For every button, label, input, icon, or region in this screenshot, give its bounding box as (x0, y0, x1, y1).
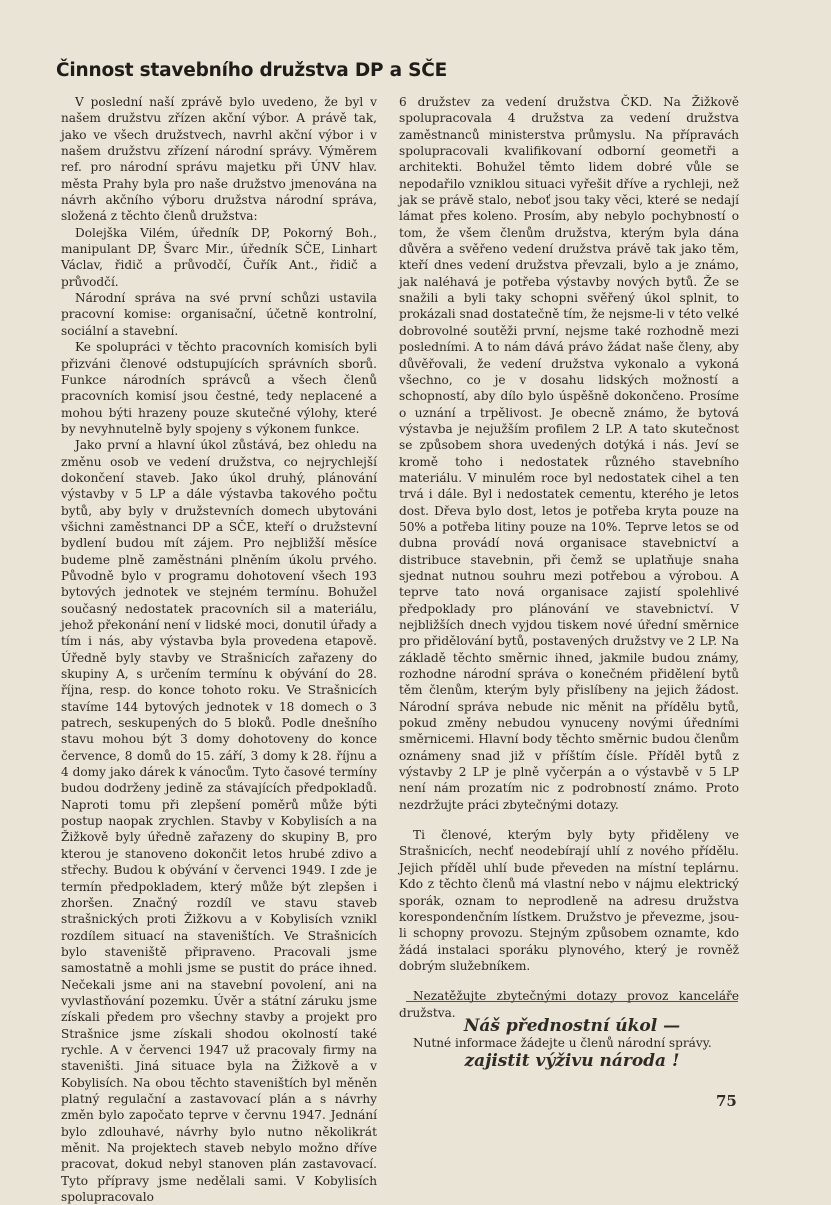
article-right-column (399, 94, 739, 1051)
paragraph: 6 družstev za vedení družstva ČKD. Na Žižkově spolupracovala 4 družstva za vedení družstva zaměstnanců ministerstva průmyslu. Na přípravách spolupracovali kvalifikovaní odborní geometři a architekti. Bohužel těmto lidem dobré vůle se nepodařilo vzniklou situaci vyřešit dříve a rychleji, než jak se právě stalo, neboť jsou taky věci, které se nedají lámat přes koleno. Prosím, aby nebylo pochybností o tom, že všem členům družstva, kterým byla dána důvěra a svěřeno vedení družstva právě tak jako těm, kteří dnes vedení družstva převzali, bylo a je známo, jak naléhavá je potřeba výstavby nových bytů. Že se snažili a byli taky schopni svěřený úkol splnit, to prokázali snad dostatečně tím, že nejsme-li v této velké dobrovolné soutěži první, nejsme také rozhodně mezi posledními. A to nám dává právo žádat naše členy, aby důvěřovali, že vedení družstva vykonalo a vykoná všechno, co je v dosahu lidských možností a schopností, aby dílo bylo úspěšně dokončeno. Prosíme o uznání a trpělivost. Je obecně známo, že bytová výstavba je nejužším profilem 2 LP. A tato skutečnost se způsobem shora uvedených dotýká i nás. Jeví se kromě toho i nedostatek různého stavebního materiálu. V minulém roce byl nedostatek cihel a ten trvá i dále. Byl i nedostatek cementu, kterého je letos dost. Dřeva bylo dost, letos je potřeba kryta pouze na 50% a potřeba litiny pouze na 10%. Teprve letos se od dubna provádí nová organisace stavebnictví a distribuce stavebnin, při čemž se uplatňuje snaha sjednat nutnou souhru mezi potřebou a výrobou. A teprve tato nová organisace zajistí spolehlivé předpoklady pro plánování ve stavebnictví. V nejbližších dnech vyjdou tiskem nové úřední směrnice pro přidělování bytů, postavených družstvy ve 2 LP. Na základě těchto směrnic ihned, jakmile budou známy, rozhodne národní správa o konečném přidělení bytů těm členům, kterým byly přislíbeny na jejich žádost. Národní správa nebude nic měnit na přídělu bytů, pokud změny nebudou vynuceny novými úředními směrnicemi. Hlavní body těchto směrnic budou členům oznámeny snad již v příštím čísle. Příděl bytů z výstavby 2 LP je plně vyčerpán a o výstavbě v 5 LP není nám prozatím nic z podrobností známo. Proto nezdržujte práci zbytečnými dotazy. (399, 95, 739, 812)
motto-line-1: Náš přednostní úkol — (463, 1016, 681, 1036)
divider-line (406, 1001, 738, 1002)
paragraph: Nezatěžujte zbytečnými dotazy provoz kanceláře družstva. (399, 989, 739, 1020)
paragraph: V poslední naší zprávě bylo uvedeno, že byl v našem družstvu zřízen akční výbor. A právě tak, jako ve všech družstvech, navrhl akční výbor i v našem družstvu zřízení národní správy. Výměrem ref. pro národní správu majetku při ÚNV hlav. města Prahy byla pro naše družstvo jmenována na návrh akčního výboru družstva národní správa, složená z těchto členů družstva: (61, 95, 377, 224)
article-left-column (61, 94, 377, 1205)
article-title: Činnost stavebního družstva DP a SČE (56, 60, 448, 81)
paragraph: Ke spolupráci v těchto pracovních komisích byli přizváni členové odstupujících správních sborů. Funkce národních správců a všech členů pracovních komisí jsou čestné, tedy neplacené a mohou býti hrazeny pouze skutečné výlohy, které by nevyhnutelně byly spojeny s výkonem funkce. (61, 340, 377, 436)
page-number: 75 (716, 1092, 737, 1110)
motto-line-2: zajistit výživu národa ! (464, 1051, 680, 1071)
paragraph: Ti členové, kterým byly byty přiděleny ve Strašnicích, nechť neodebírají uhlí z nového přídělu. Jejich příděl uhlí bude převeden na místní teplárnu. Kdo z těchto členů má vlastní nebo v nájmu elektrický sporák, oznam to neprodleně na adresu družstva korespondenčním lístkem. Družstvo je převezme, jsou-li schopny provozu. Stejným způsobem oznamte, kdo žádá instalaci sporáku plynového, který je rovněž dobrým služebníkem. (399, 828, 739, 973)
paragraph: Dolejška Vilém, úředník DP, Pokorný Boh., manipulant DP, Švarc Mir., úředník SČE, Linhart Václav, řidič a průvodčí, Čuřík Ant., řidič a průvodčí. (61, 225, 377, 289)
paragraph: Národní správa na své první schůzi ustavila pracovní komise: organisační, účetně kontrolní, sociální a stavební. (61, 291, 377, 338)
paragraph: Jako první a hlavní úkol zůstává, bez ohledu na změnu osob ve vedení družstva, co nejrychlejší dokončení staveb. Jako úkol druhý, plánování výstavby v 5 LP a dále výstavba takového počtu bytů, aby byly v družstevních domech ubytováni všichni zaměstnanci DP a SČE, kteří o družstevní bydlení budou mít zájem. Pro nejbližší měsíce budeme plně zaměstnáni plněním úkolu prvého. Původně bylo v programu dohotovení všech 193 bytových jednotek ve stejném termínu. Bohužel současný nedostatek pracovních sil a materiálu, jehož překonání není v lidské moci, donutil úřady a tím i nás, aby výstavba byla provedena etapově. Úředně byly stavby ve Strašnicích zařazeny do skupiny A, s určením termínu k obývání do 28. října, resp. do konce tohoto roku. Ve Strašnicích stavíme 144 bytových jednotek v 18 domech o 3 patrech, seskupených do 5 bloků. Podle dnešního stavu mohou být 3 domy dohotoveny do konce července, 8 domů do 15. září, 3 domy k 28. říjnu a 4 domy jako dárek k vánocům. Tyto časové termíny budou dodrženy jedině za stávajících předpokladů. Naproti tomu při zlepšení poměrů může býti postup naopak zrychlen. Stavby v Kobylisích a na Žižkově byly úředně zařazeny do skupiny B, pro kterou je stanoveno dokončit letos hrubé zdivo a střechy. Budou k obývání v červenci 1949. I zde je termín předpokladem, který může být zlepšen i zhoršen. Značný rozdíl ve stavu staveb strašnických proti Žižkovu a v Kobylisích vznikl rozdílem situací na staveništích. Ve Strašnicích bylo staveniště připraveno. Pracovali jsme samostatně a mohli jsme se pustit do práce ihned. Nečekali jsme ani na stavební povolení, ani na vyvlastňování pozemku. Úvěr a státní záruku jsme získali předem pro všechny stavby a projekt pro Strašnice jsme získali shodou okolností také rychle. A v červenci 1947 už pracovaly firmy na staveništi. Jiná situace byla na Žižkově a v Kobylisích. Na obou těchto staveništích byl měněn platný regulační a zastavovací plán a s návrhy změn bylo započato teprve v červnu 1947. Jednání bylo zdlouhavé, návrhy bylo nutno několikrát měnit. Na projektech staveb nebylo možno dříve pracovat, dokud nebyl stanoven plán zastavovací. Tyto přípravy jsme nedělali sami. V Kobylisích spolupracovalo (61, 438, 377, 1205)
paragraph: Nutné informace žádejte u členů národní správy. (413, 1035, 712, 1050)
